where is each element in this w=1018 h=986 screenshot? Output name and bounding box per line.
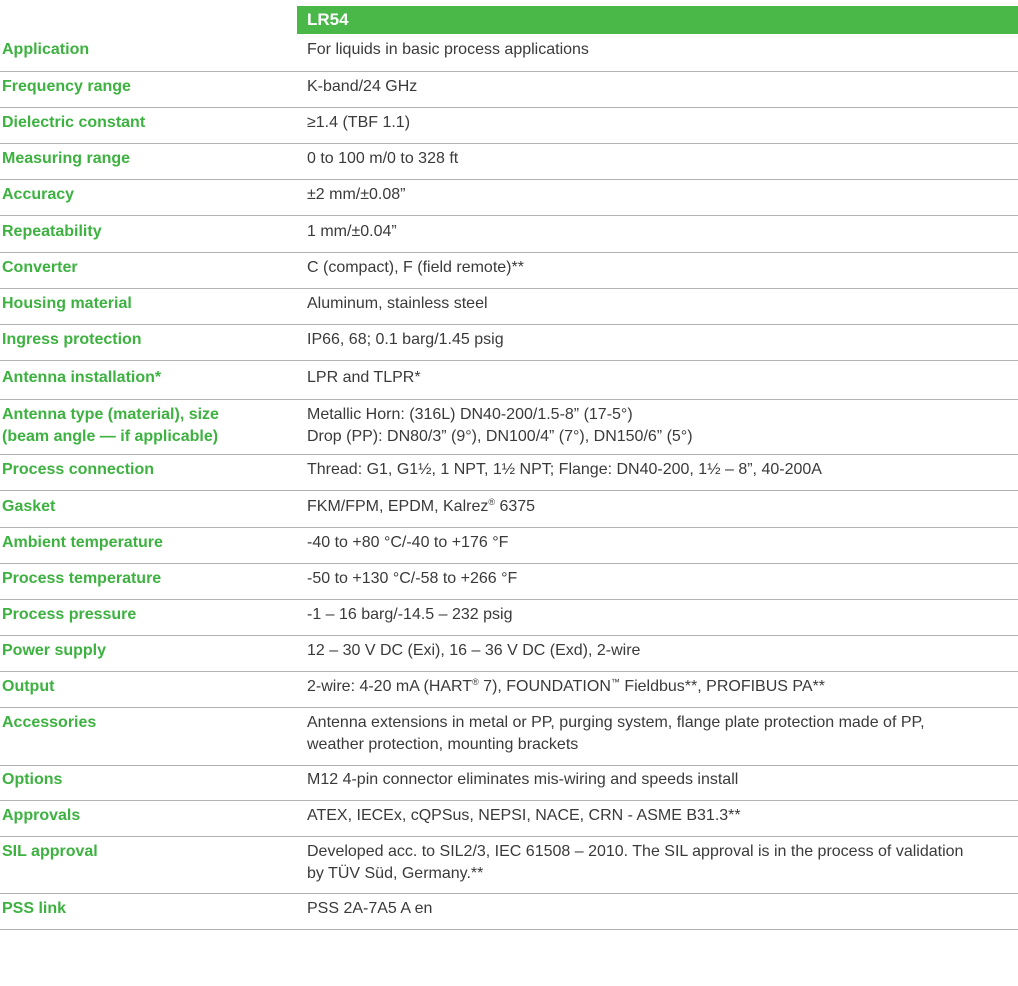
table-row [0,766,1018,801]
spec-value-line: -40 to +80 °C/-40 to +176 °F [307,534,509,551]
table-row [0,325,1018,361]
spec-value [307,532,1018,554]
spec-value [307,221,1018,243]
spec-label: Power supply [2,642,107,659]
spec-value-line: LPR and TLPR* [307,369,421,386]
table-row [0,289,1018,325]
spec-value-line: ±2 mm/±0.08” [307,186,406,203]
table-row [0,72,1018,108]
table-row [0,253,1018,289]
spec-label: PSS link [2,900,67,917]
spec-value [307,148,1018,170]
spec-value-line: Metallic Horn: (316L) DN40-200/1.5-8” (17-5°) [307,406,633,423]
spec-label: Approvals [2,807,81,824]
table-row [0,216,1018,253]
spec-value [307,184,1018,206]
spec-label: Process temperature [2,570,162,587]
spec-value-line: PSS 2A-7A5 A en [307,900,433,917]
spec-value-line: 12 – 30 V DC (Exi), 16 – 36 V DC (Exd), 2-wire [307,642,641,659]
spec-label: Application [2,41,90,58]
spec-label: Process pressure [2,606,137,623]
table-row [0,491,1018,528]
spec-label: Gasket [2,498,56,515]
spec-value [307,640,1018,662]
table-row [0,34,1018,72]
spec-value-line: by TÜV Süd, Germany.** [307,865,484,882]
spec-value-line: K-band/24 GHz [307,78,418,95]
spec-label: Options [2,771,63,788]
spec-label: Antenna type (material), size (beam angle — if applicable) [2,406,219,445]
spec-value-line: FKM/FPM, EPDM, Kalrez® 6375 [307,497,536,515]
spec-value-line: Drop (PP): DN80/3” (9°), DN100/4” (7°), DN150/6” (5°) [307,428,693,445]
product-name: LR54 [307,10,349,29]
spec-value-line: -50 to +130 °C/-58 to +266 °F [307,570,518,587]
table-row [0,600,1018,636]
spec-label: Process connection [2,461,155,478]
spec-label: Converter [2,259,78,276]
spec-label: Ambient temperature [2,534,163,551]
table-row [0,837,1018,894]
spec-value [307,496,1018,518]
spec-value-line: M12 4-pin connector eliminates mis-wiring and speeds install [307,771,739,788]
table-row [0,455,1018,491]
spec-value [307,293,1018,315]
spec-value-line: Developed acc. to SIL2/3, IEC 61508 – 2010. The SIL approval is in the process of validation [307,843,964,860]
spec-value [307,112,1018,134]
spec-value [307,257,1018,279]
spec-value-line: ≥1.4 (TBF 1.1) [307,114,411,131]
spec-value-line: ATEX, IECEx, cQPSus, NEPSI, NACE, CRN - ASME B31.3** [307,807,741,824]
table-row [0,400,1018,455]
spec-value-line: Antenna extensions in metal or PP, purging system, flange plate protection made of PP, [307,714,925,731]
spec-label: Accessories [2,714,97,731]
spec-label: Housing material [2,295,132,312]
table-row [0,636,1018,672]
table-header [0,6,1018,34]
product-header-bar [297,6,1018,34]
spec-label: Measuring range [2,150,131,167]
spec-value [307,712,1018,756]
spec-value-line: 1 mm/±0.04” [307,223,397,240]
table-row [0,672,1018,708]
spec-value-line: Thread: G1, G1½, 1 NPT, 1½ NPT; Flange: DN40-200, 1½ – 8”, 40-200A [307,461,822,478]
table-row [0,144,1018,180]
spec-value [307,39,1018,61]
table-row [0,894,1018,930]
spec-label: Dielectric constant [2,114,146,131]
spec-value [307,805,1018,827]
spec-label: Ingress protection [2,331,142,348]
spec-value [307,898,1018,920]
table-row [0,108,1018,144]
table-row [0,564,1018,600]
spec-value [307,769,1018,791]
table-row [0,801,1018,837]
spec-label: Antenna installation* [2,369,162,386]
spec-label: Output [2,678,55,695]
spec-label: Frequency range [2,78,131,95]
spec-table [0,6,1018,930]
spec-value-line: 2-wire: 4-20 mA (HART® 7), FOUNDATION™ Fieldbus**, PROFIBUS PA** [307,677,825,695]
spec-value-line: 0 to 100 m/0 to 328 ft [307,150,459,167]
spec-value-line: IP66, 68; 0.1 barg/1.45 psig [307,331,504,348]
spec-value [307,568,1018,590]
spec-label: Repeatability [2,223,102,240]
spec-value [307,329,1018,351]
spec-value [307,676,1018,698]
spec-value-line: weather protection, mounting brackets [307,736,579,753]
spec-value [307,604,1018,626]
spec-value-line: For liquids in basic process applications [307,41,589,58]
spec-value [307,459,1018,481]
spec-label: SIL approval [2,843,98,860]
table-row [0,528,1018,564]
spec-value [307,367,1018,389]
table-row [0,361,1018,400]
spec-value-line: Aluminum, stainless steel [307,295,488,312]
spec-label: Accuracy [2,186,75,203]
table-row [0,180,1018,216]
spec-value [307,404,1018,448]
spec-value [307,76,1018,98]
spec-value-line: -1 – 16 barg/-14.5 – 232 psig [307,606,513,623]
spec-rows [0,34,1018,930]
spec-value-line: C (compact), F (field remote)** [307,259,524,276]
table-row [0,708,1018,766]
spec-value [307,841,1018,885]
